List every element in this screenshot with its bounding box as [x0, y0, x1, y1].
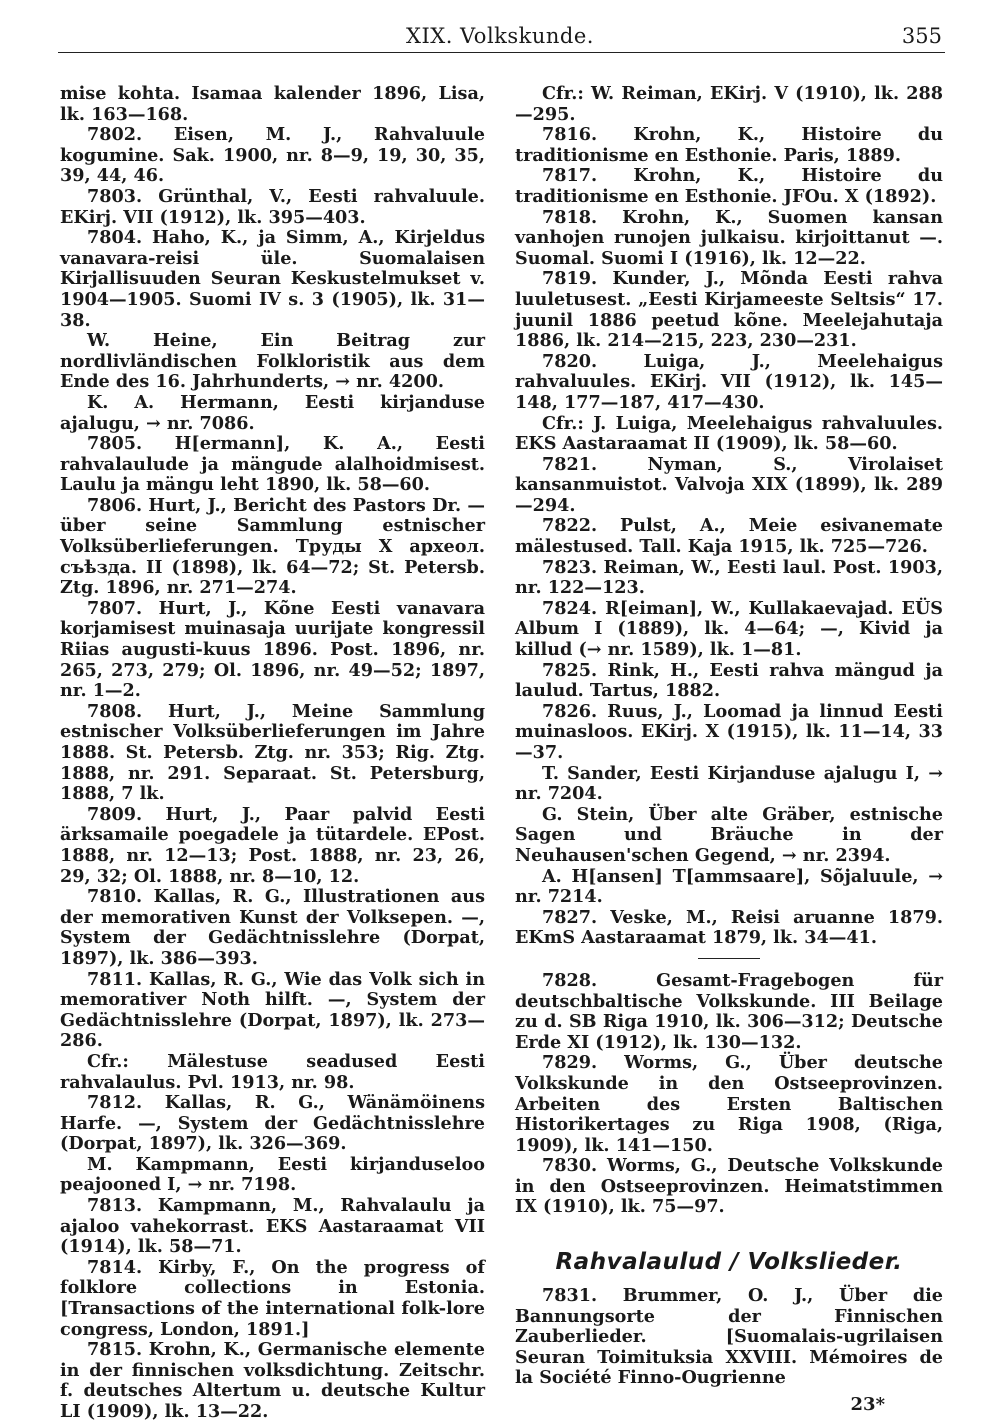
- running-title: XIX. Volkskunde.: [406, 24, 594, 48]
- bibliography-entry: T. Sander, Eesti Kirjanduse ajalugu I, → nr. 7204.: [515, 762, 943, 805]
- bibliography-entry: 7831. Brummer, O. J., Über die Bannungsorte der Finnischen Zauberlieder. [Suomalais-ugrilaisen Seuran Toimituksia XXVIII. Mémoires de la Société Finno-Ougrienne: [515, 1285, 943, 1389]
- bibliography-entry: 7802. Eisen, M. J., Rahvaluule kogumine. Sak. 1900, nr. 8—9, 19, 30, 35, 39, 44, 46.: [60, 124, 485, 187]
- bibliography-entry: 7826. Ruus, J., Loomad ja linnud Eesti muinasloos. EKirj. X (1915), lk. 11—14, 33—37.: [515, 700, 943, 763]
- bibliography-entry: 7828. Gesamt-Fragebogen für deutschbaltische Volkskunde. III Beilage zu d. SB Riga 1910, lk. 306—312; Deutsche Erde XI (1912), lk. 130—132.: [515, 969, 943, 1053]
- bibliography-entry: 7829. Worms, G., Über deutsche Volkskunde in den Ostseeprovinzen. Arbeiten des Ersten Baltischen Historikertages zu Riga 1908, (Riga, 1909), lk. 141—150.: [515, 1052, 943, 1156]
- bibliography-entry: 7823. Reiman, W., Eesti laul. Post. 1903, nr. 122—123.: [515, 556, 943, 599]
- bibliography-entry: K. A. Hermann, Eesti kirjanduse ajalugu, → nr. 7086.: [60, 391, 485, 434]
- bibliography-entry: 7818. Krohn, K., Suomen kansan vanhojen runojen julkaisu. kirjoittanut —. Suomal. Suomi I (1916), lk. 12—22.: [515, 206, 943, 269]
- bibliography-entry: 7804. Haho, K., ja Simm, A., Kirjeldus vanavara-reisi üle. Suomalaisen Kirjallisuuden Seuran Keskustelmukset v. 1904—1905. Suomi IV s. 3 (1905), lk. 31—38.: [60, 227, 485, 331]
- bibliography-entry: 7803. Grünthal, V., Eesti rahvaluule. EKirj. VII (1912), lk. 395—403.: [60, 185, 485, 228]
- left-column: [60, 84, 485, 1423]
- bibliography-entry: 7805. H[ermann], K. A., Eesti rahvalaulude ja mängude alalhoidmisest. Laulu ja mängu leht 1890, lk. 58—60.: [60, 433, 485, 496]
- bibliography-entry: 7820. Luiga, J., Meelehaigus rahvaluules. EKirj. VII (1912), lk. 145—148, 177—187, 417—430.: [515, 350, 943, 413]
- bibliography-entry: 7808. Hurt, J., Meine Sammlung estnischer Volksüberlieferungen im Jahre 1888. St. Petersb. Ztg. nr. 353; Rig. Ztg. 1888, nr. 291. Separaat. St. Petersburg, 1888, 7 lk.: [60, 700, 485, 805]
- bibliography-entry: W. Heine, Ein Beitrag zur nordlivländischen Folkloristik aus dem Ende des 16. Jahrhunderts, → nr. 4200.: [60, 330, 485, 393]
- page-number: 355: [901, 24, 942, 48]
- bibliography-entry: mise kohta. Isamaa kalender 1896, Lisa, lk. 163—168.: [60, 83, 485, 125]
- header-rule: [58, 52, 945, 53]
- bibliography-entry: Cfr.: J. Luiga, Meelehaigus rahvaluules. EKS Aastaraamat II (1909), lk. 58—60.: [515, 412, 943, 455]
- bibliography-entry: 7822. Pulst, A., Meie esivanemate mälestused. Tall. Kaja 1915, lk. 725—726.: [515, 515, 943, 558]
- bibliography-entry: Cfr.: W. Reiman, EKirj. V (1910), lk. 288—295.: [515, 83, 943, 125]
- bibliography-entry: 7807. Hurt, J., Kõne Eesti vanavara korjamisest muinasaja uurijate kongressil Riias augusti-kuus 1896. Post. 1896, nr. 265, 273, 279; Ol. 1896, nr. 49—52; 1897, nr. 1—2.: [60, 597, 485, 702]
- bibliography-entry: 7817. Krohn, K., Histoire du traditionisme en Esthonie. JFOu. X (1892).: [515, 165, 943, 207]
- bibliography-entry: 7812. Kallas, R. G., Wänämöinens Harfe. —, System der Gedächtnisslehre (Dorpat, 1897), lk. 326—369.: [60, 1092, 485, 1155]
- bibliography-entry: 7825. Rink, H., Eesti rahva mängud ja laulud. Tartus, 1882.: [515, 659, 943, 702]
- page-header: [0, 18, 1000, 54]
- bibliography-entry: 7819. Kunder, J., Mõnda Eesti rahva luuletusest. „Eesti Kirjameeste Seltsis“ 17. juunil 1886 peetud kõne. Meelejahutaja 1886, lk. 214—215, 223, 230—231.: [515, 268, 943, 352]
- bibliography-entry: A. H[ansen] T[ammsaare], Sõjaluule, → nr. 7214.: [515, 865, 943, 908]
- bibliography-entry: 7815. Krohn, K., Germanische elemente in der finnischen volksdichtung. Zeitschr. f. deutsches Altertum u. deutsche Kultur LI (1909), lk. 13—22.: [60, 1339, 485, 1422]
- bibliography-entry: 7816. Krohn, K., Histoire du traditionisme en Esthonie. Paris, 1889.: [515, 124, 943, 166]
- bibliography-entry: 7827. Veske, M., Reisi aruanne 1879. EKmS Aastaraamat 1879, lk. 34—41.: [515, 906, 943, 949]
- right-column: [515, 84, 943, 1416]
- bibliography-entry: 7824. R[eiman], W., Kullakaevajad. EÜS Album I (1889), lk. 4—64; —, Kivid ja killud (→ nr. 1589), lk. 1—81.: [515, 597, 943, 661]
- bibliography-entry: M. Kampmann, Eesti kirjanduseloo peajooned I, → nr. 7198.: [60, 1153, 485, 1196]
- bibliography-entry: 7811. Kallas, R. G., Wie das Volk sich in memorativer Noth hilft. —, System der Gedächtnisslehre (Dorpat, 1897), lk. 273—286.: [60, 968, 485, 1052]
- bibliography-entry: 7810. Kallas, R. G., Illustrationen aus der memorativen Kunst der Volksepen. —, System der Gedächtnisslehre (Dorpat, 1897), lk. 386—393.: [60, 886, 485, 969]
- bibliography-entry: Cfr.: Mälestuse seadused Eesti rahvalaulus. Pvl. 1913, nr. 98.: [60, 1050, 485, 1093]
- section-divider: [698, 958, 760, 959]
- bibliography-entry: 7806. Hurt, J., Bericht des Pastors Dr. — über seine Sammlung estnischer Volksüberlieferungen. Труды X археол. съѣзда. II (1898), lk. 64—72; St. Petersb. Ztg. 1896, nr. 271—274.: [60, 494, 485, 599]
- bibliography-entry: G. Stein, Über alte Gräber, estnische Sagen und Bräuche in der Neuhausen'schen Gegend, → nr. 2394.: [515, 803, 943, 866]
- signature-mark: 23*: [850, 1394, 885, 1416]
- bibliography-entry: 7830. Worms, G., Deutsche Volkskunde in den Ostseeprovinzen. Heimatstimmen IX (1910), lk. 75—97.: [515, 1155, 943, 1218]
- bibliography-entry: 7809. Hurt, J., Paar palvid Eesti ärksamaile poegadele ja tütardele. EPost. 1888, nr. 12—13; Post. 1888, nr. 23, 26, 29, 32; Ol. 1888, nr. 8—10, 12.: [60, 803, 485, 887]
- bibliography-entry: 7813. Kampmann, M., Rahvalaulu ja ajaloo vahekorrast. EKS Aastaraamat VII (1914), lk. 58—71.: [60, 1195, 485, 1258]
- bibliography-entry: 7821. Nyman, S., Virolaiset kansanmuistot. Valvoja XIX (1899), lk. 289—294.: [515, 453, 943, 516]
- section-heading: Rahvalaulud / Volkslieder.: [555, 1249, 903, 1276]
- bibliography-entry: 7814. Kirby, F., On the progress of folklore collections in Estonia. [Transactions of the international folk-lore congress, London, 1891.]: [60, 1256, 485, 1340]
